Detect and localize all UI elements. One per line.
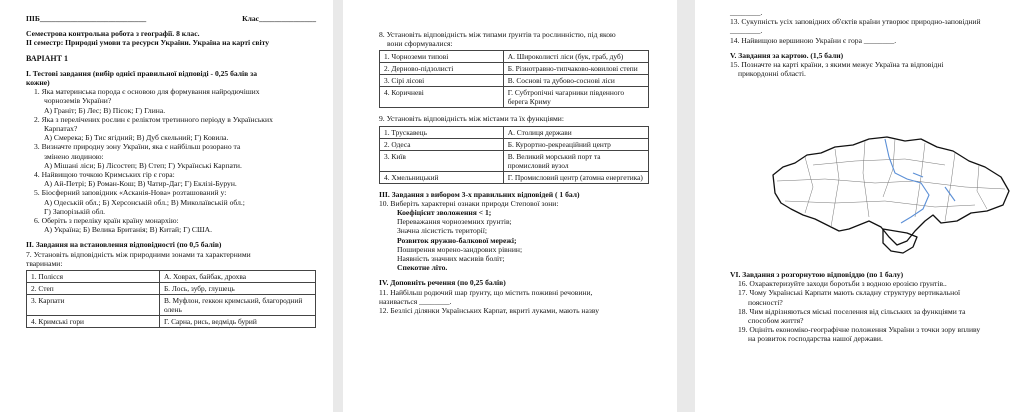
variant-heading: ВАРІАНТ 1 [26, 53, 68, 63]
question-1: 1. Яка материнська порода є основою для формування найродючіших [34, 87, 260, 97]
question-7-cont: тваринами: [26, 258, 63, 268]
option-2: Переважання чорноземних ґрунтів; [397, 217, 512, 227]
section-3-heading: ІІІ. Завдання з вибором 3-х правильних відповідей ( 1 бал) [379, 189, 580, 199]
question-2: 2. Яка з перелічених рослин є реліктом третинного періоду в Українських [34, 114, 273, 124]
section-1-heading: І. Тестові завдання (вибір однієї правильної відповіді - 0,25 балів за [26, 68, 258, 78]
question-18-cont: способом життя? [748, 316, 804, 326]
table-cell-right: А. Ховрах, байбак, дрохва [159, 271, 315, 283]
answer-3: А) Мішані ліси; Б) Лісостеп; В) Степ; Г) Українські Карпати. [44, 160, 242, 170]
table-cell-right: Г. Сарна, рись, ведмідь бурий [159, 316, 315, 328]
question-9: 9. Установіть відповідність між містами та їх функціями: [379, 114, 564, 124]
table-row [380, 51, 649, 63]
table-cell-left: 4. Хмельницький [380, 171, 504, 183]
answer-5: А) Одеській обл.; Б) Херсонській обл.; В) Миколаївській обл.; [44, 197, 245, 207]
ukraine-border [773, 137, 1009, 245]
question-16: 16. Охарактеризуйте заходи боротьби з водною ерозією ґрунтів.. [738, 279, 947, 289]
class-field-label: Клас_______________ [242, 14, 316, 23]
crimea-outline [883, 229, 917, 253]
option-7: Спекотне літо. [397, 263, 448, 273]
table-row [27, 283, 316, 295]
section-6-heading: VI. Завдання з розгорнутою відповіддю (по 1 балу) [730, 270, 904, 279]
doc-title: Семестрова контрольна робота з географії. 8 клас. [26, 29, 200, 39]
section-5-heading: V. Завдання за картою. (1,5 бали) [730, 50, 844, 60]
question-12-cont: ________. [730, 8, 763, 17]
section-2-heading: ІІ. Завдання на встановлення відповідності (по 0,5 балів) [26, 240, 222, 250]
question-13: 13. Сукупність усіх заповідних об'єктів країни утворює природно-заповідний [730, 17, 981, 27]
table-cell-right: В. Соснові та дубово-соснові ліси [503, 75, 648, 87]
question-15: 15. Позначте на карті країни, з якими межує Україна та відповідні [730, 60, 944, 70]
table-cell-left: 2. Дерново-підзолисті [380, 63, 504, 75]
table-row [380, 63, 649, 75]
option-1: Коефіцієнт зволоження < 1; [397, 208, 492, 218]
question-17-cont: поясності? [748, 297, 783, 307]
table-row [27, 271, 316, 283]
table-cell-right: Б. Курортно-рекреаційний центр [503, 138, 648, 150]
table-cell-left: 1. Полісся [27, 271, 160, 283]
page-3 [695, 0, 1024, 412]
section-1-heading-cont: кожне) [26, 78, 50, 88]
answer-4: А) Ай-Петрі; Б) Роман-Кош; В) Чатир-Даг; Г) Еклізі-Бурун. [44, 179, 237, 189]
table-cell-left: 1. Трускавець [380, 126, 504, 138]
question-7: 7. Установіть відповідність між природними зонами та характерними [26, 249, 251, 259]
question-18: 18. Чим відрізняються міські поселення від сільських за функціями та [738, 306, 966, 316]
question-11-cont: називається ________. [379, 296, 452, 306]
question-1-cont: чорноземів України? [44, 96, 112, 106]
table-row [380, 150, 649, 171]
option-3: Значна лісистість території; [397, 226, 487, 236]
answer-6: А) Україна; Б) Велика Британія; В) Китай; Г) США. [44, 225, 213, 235]
table-cell-left: 3. Сірі лісові [380, 75, 504, 87]
table-cell-left: 3. Київ [380, 150, 504, 171]
question-12: 12. Безлісі ділянки Українських Карпат, вкриті луками, мають назву [379, 306, 599, 316]
dnipro-river [885, 139, 929, 223]
name-field-label: ПІБ____________________________ [26, 14, 147, 23]
question-8: 8. Установіть відповідність між типами ґрунтів та рослинністю, під якою [379, 30, 616, 39]
table-cell-right: В. Великий морський порт та промисловий вузол [503, 150, 648, 171]
question-3: 3. Визначте природну зону України, яка є найбільш розорано та [34, 142, 241, 152]
answer-1: А) Граніт; Б) Лес; В) Пісок; Г) Глина. [44, 105, 166, 115]
table-cell-left: 4. Кримські гори [27, 316, 160, 328]
table-cell-right: Б. Різнотравно-типчаково-ковилові степи [503, 63, 648, 75]
question-14: 14. Найвищою вершиною України є гора ________. [730, 35, 897, 45]
table-cell-left: 1. Чорноземи типові [380, 51, 504, 63]
table-cell-left: 2. Одеса [380, 138, 504, 150]
question-4: 4. Найвищою точкою Кримських гір є гора: [34, 170, 175, 180]
table-cell-left: 2. Степ [27, 283, 160, 295]
soils-vegetation-table [379, 50, 649, 108]
question-19: 19. Оцініть економіко-географічне положення України з точки зору впливу [738, 325, 981, 335]
table-cell-right: Б. Лось, зубр, глушець [159, 283, 315, 295]
question-5: 5. Біосферний заповідник «Асканія-Нова» розташований у: [34, 188, 227, 198]
page-2 [343, 0, 677, 412]
question-8-cont: вони сформувалися: [387, 39, 453, 49]
table-row [380, 75, 649, 87]
ukraine-outline-map [765, 117, 1015, 259]
question-19-cont: на розвиток господарства нашої держави. [748, 334, 883, 344]
question-15-cont: прикордонні області. [738, 69, 806, 79]
table-row [380, 138, 649, 150]
table-row [380, 171, 649, 183]
option-5: Поширення морено-зандрових рівнин; [397, 244, 523, 254]
section-4-heading: IV. Доповніть речення (по 0,25 балів) [379, 278, 506, 288]
table-cell-right: А. Широколисті ліси (бук, граб, дуб) [503, 51, 648, 63]
table-cell-left: 4. Коричневі [380, 87, 504, 108]
answer-2: А) Смерека; Б) Тис ягідний; В) Дуб скельний; Г) Ковила. [44, 133, 229, 143]
question-6: 6. Оберіть з переліку країн країну монархію: [34, 216, 179, 226]
table-cell-right: В. Муфлон, геккон кримський, благородний олень [159, 295, 315, 316]
question-13-cont: ________. [730, 26, 763, 36]
question-3-cont: змінено людиною: [44, 151, 104, 161]
question-10: 10. Виберіть характерні ознаки природи Степової зони: [379, 198, 559, 208]
question-17: 17. Чому Українські Карпати мають складну структуру вертикальної [738, 288, 961, 298]
page-1 [0, 0, 333, 412]
answer-5-cont: Г) Запорізькій обл. [44, 206, 106, 216]
doc-subtitle: ІІ семестр: Природні умови та ресурси України. Україна на карті світу [26, 38, 270, 48]
table-cell-right: Г. Субтропічні чагарники південного берега Криму [503, 87, 648, 108]
option-6: Наявність значних масивів боліт; [397, 254, 505, 264]
table-row [27, 316, 316, 328]
option-4: Розвиток яружно-балкової мережі; [397, 235, 517, 245]
table-cell-right: Г. Промисловий центр (атомна енергетика) [503, 171, 648, 183]
table-row [380, 87, 649, 108]
question-2-cont: Карпатах? [44, 124, 78, 134]
table-cell-left: 3. Карпати [27, 295, 160, 316]
cities-functions-table [379, 126, 649, 184]
table-cell-right: А. Столиця держави [503, 126, 648, 138]
table-row [380, 126, 649, 138]
question-11: 11. Найбільш родючий шар ґрунту, що містить поживні речовини, [379, 287, 593, 297]
table-row [27, 295, 316, 316]
zones-animals-table [26, 270, 316, 328]
